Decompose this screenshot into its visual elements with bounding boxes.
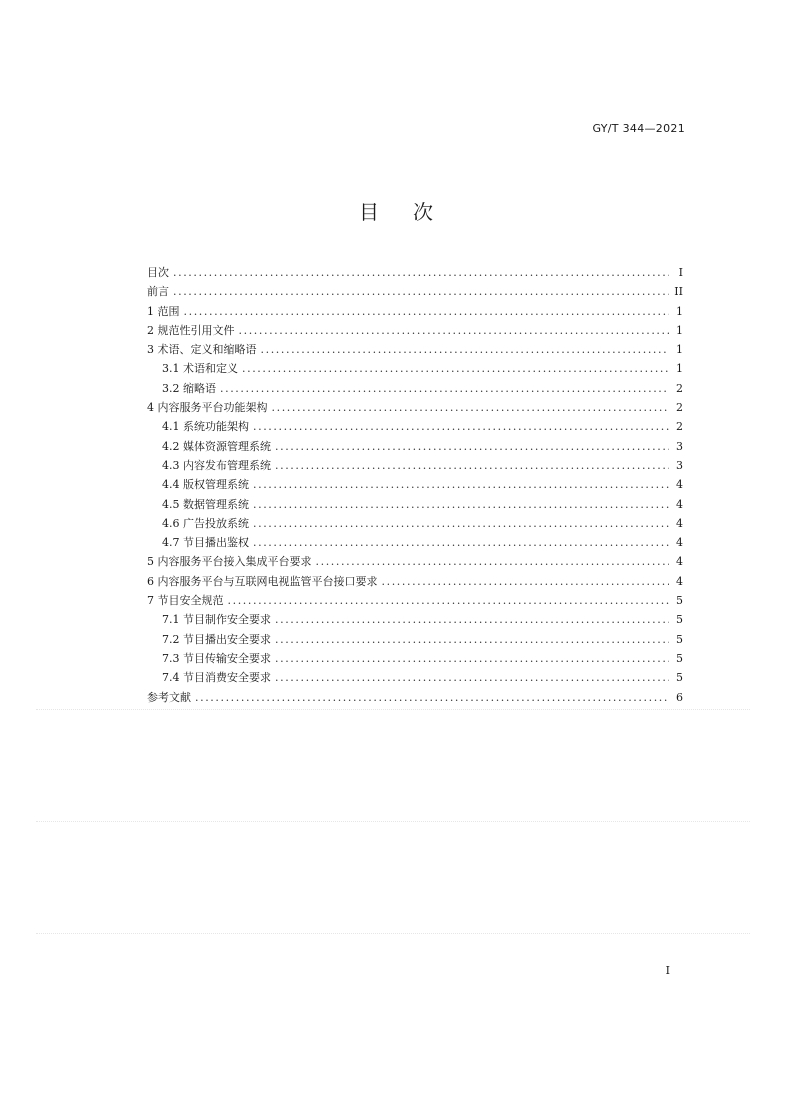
toc-dot-leader: [239, 321, 670, 340]
toc-dot-leader: [253, 514, 669, 533]
toc-dot-leader: [275, 456, 669, 475]
toc-entry[interactable]: [147, 495, 683, 514]
toc-entry-page: 1: [676, 343, 683, 357]
toc-entry-page: II: [674, 285, 683, 299]
toc-entry-page: 1: [676, 362, 683, 376]
toc-entry-page: 2: [676, 420, 683, 434]
toc-entry-page: 5: [676, 613, 683, 627]
toc-dot-leader: [275, 437, 669, 456]
toc-entry-label: 7 节目安全规范: [147, 594, 224, 608]
toc-dot-leader: [228, 591, 670, 610]
toc-entry-label: 2 规范性引用文件: [147, 323, 235, 337]
toc-entry[interactable]: [147, 533, 683, 552]
toc-entry-label: 3 术语、定义和缩略语: [147, 343, 257, 357]
toc-entry-page: 3: [676, 458, 683, 472]
toc-entry-page: 5: [676, 671, 683, 685]
toc-entry-label: 4.2 媒体资源管理系统: [162, 439, 271, 453]
toc-entry-label: 7.3 节目传输安全要求: [162, 651, 271, 665]
toc-entry[interactable]: [147, 610, 683, 629]
toc-entry[interactable]: [147, 417, 683, 436]
toc-dot-leader: [382, 572, 670, 591]
toc-entry[interactable]: [147, 572, 683, 591]
toc-dot-leader: [253, 495, 669, 514]
toc-dot-leader: [173, 263, 669, 282]
toc-dot-leader: [253, 533, 669, 552]
toc-entry-label: 1 范围: [147, 304, 180, 318]
toc-entry[interactable]: [147, 321, 683, 340]
toc-entry-page: 4: [676, 478, 683, 492]
toc-entry-label: 6 内容服务平台与互联网电视监管平台接口要求: [147, 574, 378, 588]
toc-entry-label: 3.2 缩略语: [162, 381, 216, 395]
page-title: 目次: [359, 200, 467, 224]
toc-entry[interactable]: [147, 379, 683, 398]
document-code: GY/T 344—2021: [592, 122, 685, 135]
toc-entry[interactable]: [147, 514, 683, 533]
toc-entry-page: 1: [676, 323, 683, 337]
toc-entry-page: 4: [676, 555, 683, 569]
toc-entry[interactable]: [147, 437, 683, 456]
toc-entry-label: 参考文献: [147, 690, 191, 704]
divider: [36, 709, 750, 710]
page-number: I: [665, 964, 670, 977]
toc-entry-label: 4.3 内容发布管理系统: [162, 458, 271, 472]
toc-entry[interactable]: [147, 475, 683, 494]
toc-entry-page: 5: [676, 632, 683, 646]
toc-dot-leader: [220, 379, 669, 398]
toc-dot-leader: [253, 475, 669, 494]
toc-entry[interactable]: [147, 688, 683, 707]
toc-entry[interactable]: [147, 456, 683, 475]
toc-dot-leader: [261, 340, 670, 359]
toc-entry-label: 7.2 节目播出安全要求: [162, 632, 271, 646]
toc-entry-page: 5: [676, 594, 683, 608]
toc-entry-page: 5: [676, 651, 683, 665]
toc-dot-leader: [275, 630, 669, 649]
toc-dot-leader: [195, 688, 669, 707]
toc-entry-page: 4: [676, 574, 683, 588]
toc-entry-label: 7.1 节目制作安全要求: [162, 613, 271, 627]
toc-entry[interactable]: [147, 668, 683, 687]
toc-entry-page: I: [678, 266, 683, 279]
toc-dot-leader: [253, 417, 669, 436]
toc-entry[interactable]: [147, 398, 683, 417]
toc-entry-label: 4.6 广告投放系统: [162, 516, 249, 530]
toc-entry-label: 前言: [147, 285, 169, 299]
toc-entry-label: 4.1 系统功能架构: [162, 420, 249, 434]
toc-entry[interactable]: [147, 591, 683, 610]
toc-entry-label: 3.1 术语和定义: [162, 362, 238, 376]
toc-entry-page: 2: [676, 401, 683, 415]
toc-dot-leader: [275, 649, 669, 668]
toc-entry[interactable]: [147, 282, 683, 301]
toc-entry-label: 目次: [147, 266, 169, 279]
toc-entry[interactable]: [147, 340, 683, 359]
toc-dot-leader: [275, 610, 669, 629]
toc-entry-label: 7.4 节目消费安全要求: [162, 671, 271, 685]
toc-entry-page: 4: [676, 497, 683, 511]
toc-entry[interactable]: [147, 630, 683, 649]
toc-entry-page: 4: [676, 536, 683, 550]
toc-dot-leader: [184, 302, 670, 321]
toc-entry[interactable]: [147, 649, 683, 668]
toc-entry-label: 4 内容服务平台功能架构: [147, 401, 268, 415]
toc-entry-page: 3: [676, 439, 683, 453]
toc-entry-label: 4.5 数据管理系统: [162, 497, 249, 511]
toc-dot-leader: [275, 668, 669, 687]
toc-entry[interactable]: [147, 263, 683, 282]
toc-entry-page: 6: [676, 690, 683, 704]
toc-dot-leader: [242, 359, 669, 378]
toc-entry-label: 4.4 版权管理系统: [162, 478, 249, 492]
toc-entry-page: 2: [676, 381, 683, 395]
toc-entry[interactable]: [147, 302, 683, 321]
toc-dot-leader: [272, 398, 670, 417]
table-of-contents: [147, 263, 683, 707]
toc-entry[interactable]: [147, 552, 683, 571]
toc-entry-page: 1: [676, 304, 683, 318]
divider: [36, 821, 750, 822]
toc-dot-leader: [173, 282, 669, 301]
toc-entry-label: 5 内容服务平台接入集成平台要求: [147, 555, 312, 569]
divider: [36, 933, 750, 934]
toc-dot-leader: [316, 552, 670, 571]
toc-entry-label: 4.7 节目播出鉴权: [162, 536, 249, 550]
toc-entry-page: 4: [676, 516, 683, 530]
toc-entry[interactable]: [147, 359, 683, 378]
